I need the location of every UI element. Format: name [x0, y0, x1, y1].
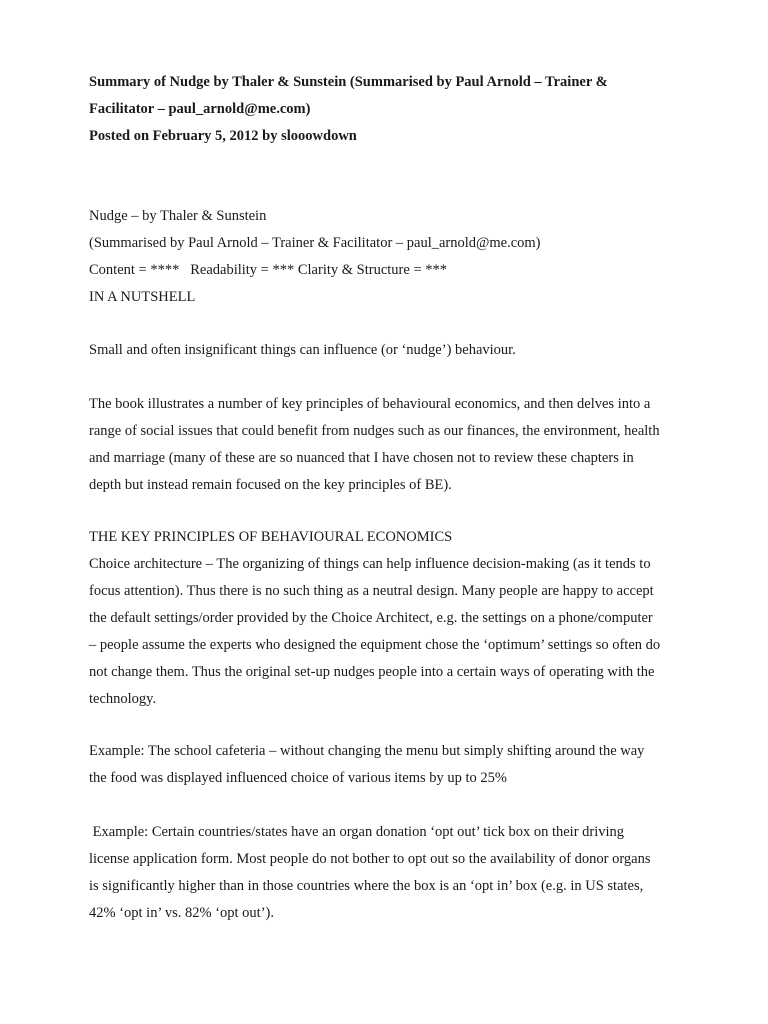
example-organ-donation	[89, 819, 709, 927]
paragraph-line: depth but instead remain focused on the key principles of BE).	[89, 477, 452, 493]
ratings-line: Content = **** Readability = *** Clarity & Structure = ***	[89, 262, 447, 278]
header-title-line-2: Facilitator – paul_arnold@me.com)	[89, 101, 311, 117]
book-overview-paragraph	[89, 391, 709, 499]
nutshell-text: Small and often insignificant things can influence (or ‘nudge’) behaviour.	[89, 342, 516, 358]
paragraph-line: license application form. Most people do not bother to opt out so the availability of donor organs	[89, 851, 651, 867]
example-cafeteria	[89, 738, 709, 792]
paragraph-line: Example: Certain countries/states have an organ donation ‘opt out’ tick box on their driving	[89, 824, 625, 840]
paragraph-line: 42% ‘opt in’ vs. 82% ‘opt out’).	[89, 905, 274, 921]
posted-date-line: Posted on February 5, 2012 by slooowdown	[89, 128, 357, 144]
paragraph-line: – people assume the experts who designed the equipment chose the ‘optimum’ settings so often do	[89, 637, 661, 653]
paragraph-line: Example: The school cafeteria – without changing the menu but simply shifting around the way	[89, 743, 645, 759]
header-title-line-1: Summary of Nudge by Thaler & Sunstein (Summarised by Paul Arnold – Trainer &	[89, 74, 608, 90]
paragraph-line: focus attention). Thus there is no such thing as a neutral design. Many people are happy to accept	[89, 583, 654, 599]
summary-byline: (Summarised by Paul Arnold – Trainer & Facilitator – paul_arnold@me.com)	[89, 235, 541, 251]
paragraph-line: and marriage (many of these are so nuanced that I have chosen not to review these chapters in	[89, 450, 634, 466]
nutshell-paragraph	[89, 337, 709, 364]
paragraph-line: technology.	[89, 691, 157, 707]
paragraph-line: is significantly higher than in those countries where the box is an ‘opt in’ box (e.g. in US states,	[89, 878, 644, 894]
paragraph-line: the default settings/order provided by the Choice Architect, e.g. the settings on a phone/computer	[89, 610, 653, 626]
document-header	[89, 69, 709, 150]
book-title: Nudge – by Thaler & Sunstein	[89, 208, 267, 224]
paragraph-line: range of social issues that could benefit from nudges such as our finances, the environment, health	[89, 423, 660, 439]
key-principles-heading: THE KEY PRINCIPLES OF BEHAVIOURAL ECONOMICS	[89, 529, 453, 545]
nutshell-heading: IN A NUTSHELL	[89, 289, 196, 305]
key-principles-section	[89, 524, 709, 713]
intro-block	[89, 203, 709, 311]
paragraph-line: not change them. Thus the original set-up nudges people into a certain ways of operating with the	[89, 664, 655, 680]
paragraph-line: Choice architecture – The organizing of things can help influence decision-making (as it tends to	[89, 556, 651, 572]
paragraph-line: The book illustrates a number of key principles of behavioural economics, and then delves into a	[89, 396, 651, 412]
paragraph-line: the food was displayed influenced choice of various items by up to 25%	[89, 770, 507, 786]
